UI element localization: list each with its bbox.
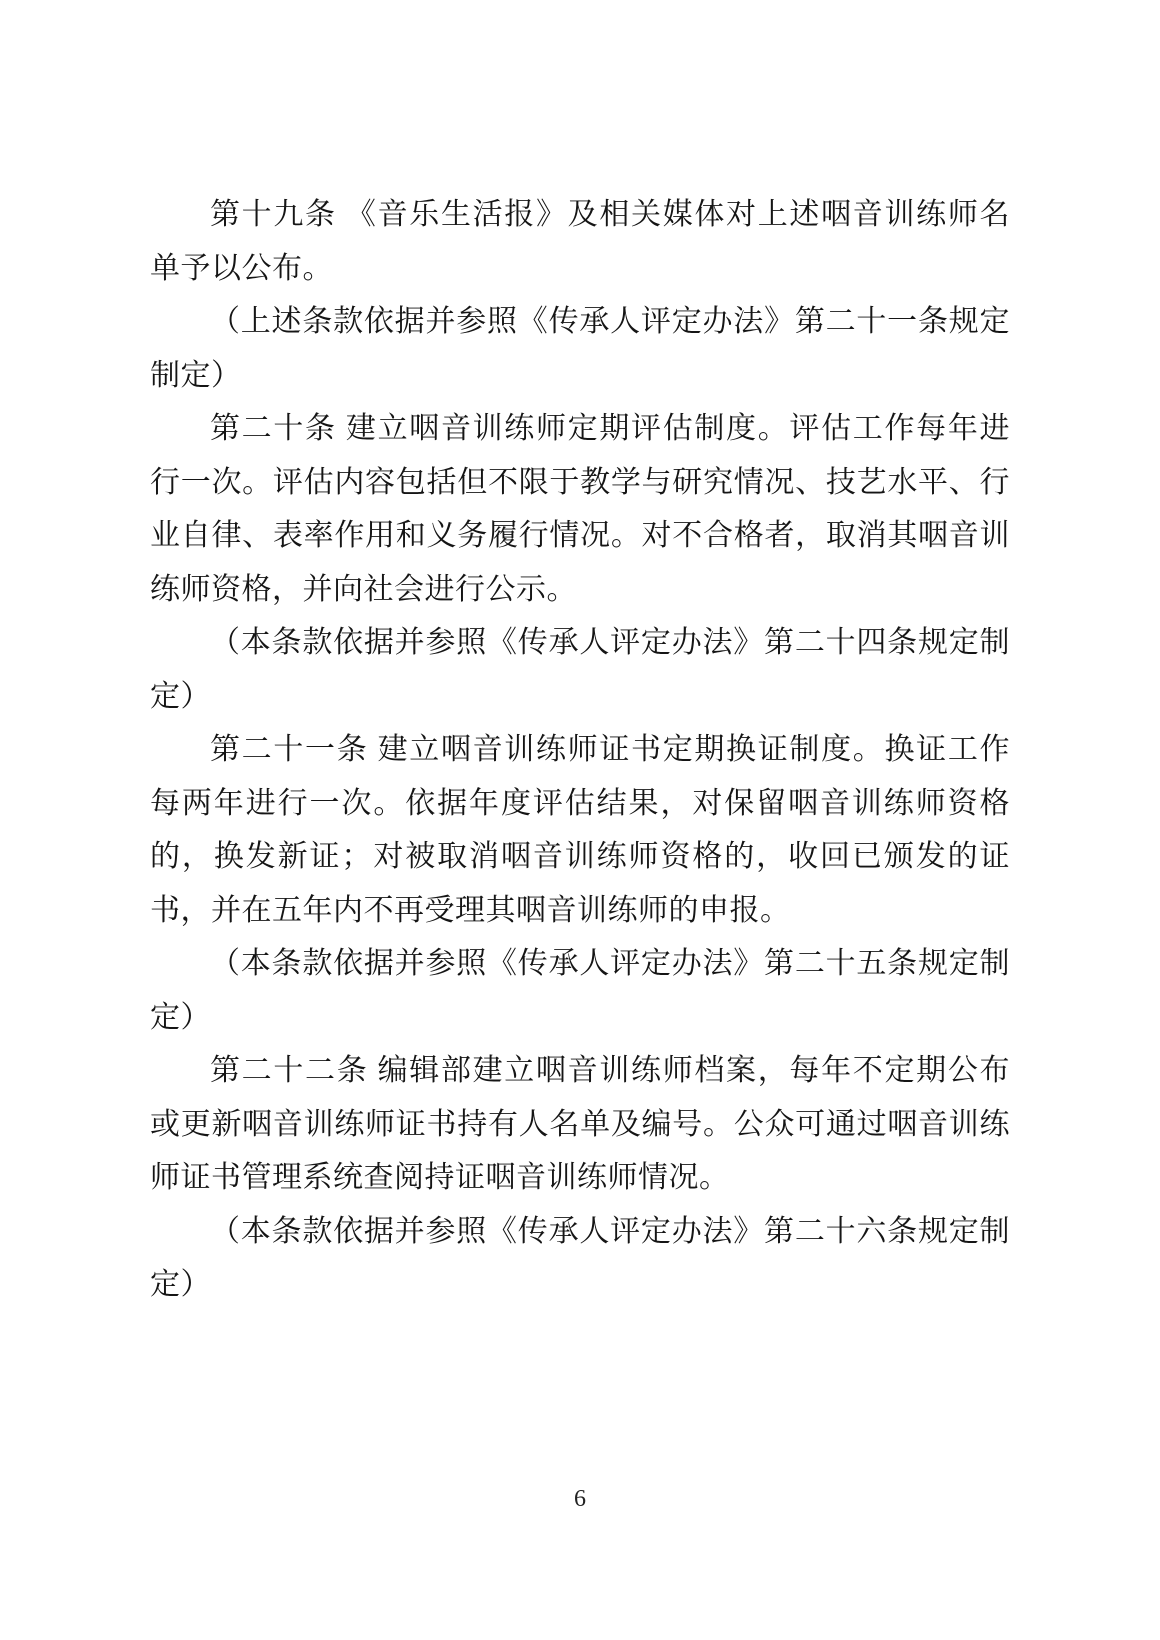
article-paragraph: 第二十二条 编辑部建立咽音训练师档案，每年不定期公布或更新咽音训练师证书持有人名单及编号。公众可通过咽音训练师证书管理系统查阅持证咽音训练师情况。: [150, 1054, 1010, 1194]
note-paragraph: （本条款依据并参照《传承人评定办法》第二十四条规定制定）: [150, 626, 1010, 713]
note-paragraph: （本条款依据并参照《传承人评定办法》第二十五条规定制定）: [150, 947, 1010, 1034]
page-footer: [0, 1486, 1160, 1513]
article-paragraph: 第二十条 建立咽音训练师定期评估制度。评估工作每年进行一次。评估内容包括但不限于教学与研究情况、技艺水平、行业自律、表率作用和义务履行情况。对不合格者，取消其咽音训练师资格，并向社会进行公示。: [150, 412, 1010, 606]
note-paragraph: （本条款依据并参照《传承人评定办法》第二十六条规定制定）: [150, 1214, 1010, 1301]
page-number: 6: [574, 1486, 586, 1512]
note-paragraph: （上述条款依据并参照《传承人评定办法》第二十一条规定制定）: [150, 305, 1010, 392]
article-paragraph: 第十九条 《音乐生活报》及相关媒体对上述咽音训练师名单予以公布。: [150, 198, 1010, 285]
document-body: [150, 188, 1010, 1312]
article-paragraph: 第二十一条 建立咽音训练师证书定期换证制度。换证工作每两年进行一次。依据年度评估结果，对保留咽音训练师资格的，换发新证；对被取消咽音训练师资格的，收回已颁发的证书，并在五年内不再受理其咽音训练师的申报。: [150, 733, 1010, 927]
